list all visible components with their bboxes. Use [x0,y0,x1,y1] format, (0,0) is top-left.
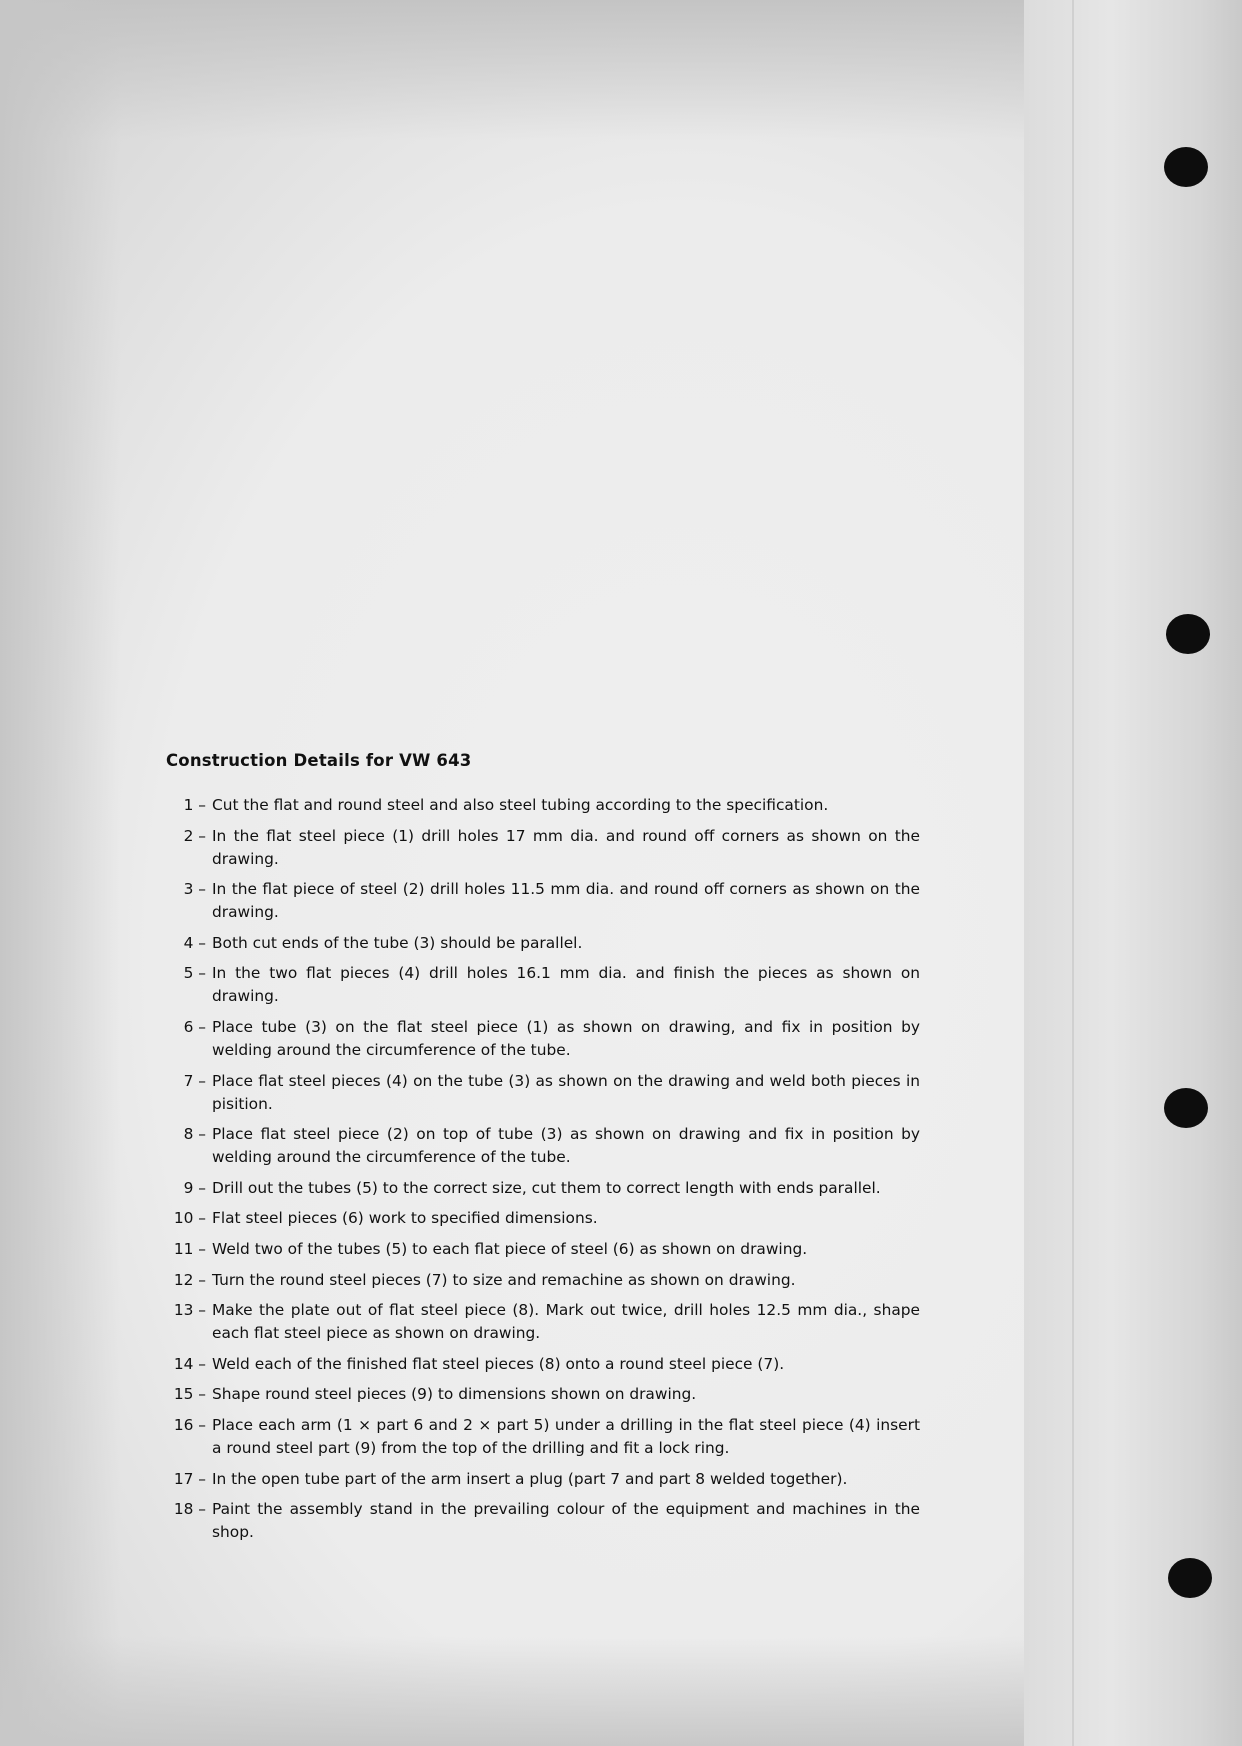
step-text: In the flat piece of steel (2) drill holes 11.5 mm dia. and round off corners as shown on the drawing. [212,880,920,922]
list-item [166,1383,920,1406]
step-number: 13 – [173,1301,206,1320]
list-item [166,1269,920,1292]
list-item [166,1353,920,1376]
binding-strip [1024,0,1242,1746]
list-item [166,878,920,924]
step-text: Place flat steel piece (2) on top of tube (3) as shown on drawing and fix in position by welding around the circumference of the tube. [212,1125,920,1167]
list-item [166,1498,920,1544]
list-item [166,1016,920,1062]
step-number: 15 – [173,1385,206,1404]
list-item [166,1070,920,1116]
step-number: 1 – [183,796,206,814]
step-number: 5 – [183,964,206,983]
steps-list [166,794,920,1544]
step-text: Drill out the tubes (5) to the correct size, cut them to correct length with ends parallel. [212,1178,881,1197]
step-number: 2 – [183,826,206,845]
scan-shadow-left [0,0,120,1746]
list-item [166,794,920,817]
step-text: Place tube (3) on the flat steel piece (1) as shown on drawing, and fix in position by welding around the circumference of the tube. [212,1017,920,1059]
step-text: Paint the assembly stand in the prevailing colour of the equipment and machines in the shop. [212,1500,920,1542]
binding-strip-edge [1072,0,1074,1746]
punch-hole [1164,147,1208,187]
step-number: 4 – [183,933,206,952]
list-item [166,962,920,1008]
step-number: 8 – [183,1125,206,1144]
punch-hole [1164,1088,1208,1128]
step-text: Cut the flat and round steel and also steel tubing according to the specification. [212,796,829,814]
list-item [166,1123,920,1169]
step-text: Turn the round steel pieces (7) to size and remachine as shown on drawing. [212,1270,796,1289]
step-number: 7 – [183,1071,206,1090]
step-text: Make the plate out of flat steel piece (8). Mark out twice, drill holes 12.5 mm dia., shape each flat steel piece as shown on drawing. [212,1301,920,1343]
punch-hole [1166,614,1210,654]
step-text: Flat steel pieces (6) work to specified dimensions. [212,1209,598,1228]
construction-details [166,750,920,1552]
step-number: 18 – [173,1500,206,1519]
list-item [166,1207,920,1230]
step-text: Weld each of the finished flat steel pieces (8) onto a round steel piece (7). [212,1354,785,1373]
step-text: Place flat steel pieces (4) on the tube (3) as shown on the drawing and weld both pieces in pisition. [212,1071,920,1113]
list-item [166,1238,920,1261]
step-text: In the open tube part of the arm insert a plug (part 7 and part 8 welded together). [212,1469,848,1488]
step-number: 3 – [183,880,206,899]
step-text: Both cut ends of the tube (3) should be parallel. [212,933,583,952]
step-text: Place each arm (1 × part 6 and 2 × part 5) under a drilling in the flat steel piece (4) insert a round steel part (9) from the top of the drilling and fit a lock ring. [212,1415,920,1457]
step-number: 9 – [183,1178,206,1197]
step-number: 10 – [173,1209,206,1228]
list-item [166,1299,920,1345]
list-item [166,1468,920,1491]
step-text: In the flat steel piece (1) drill holes 17 mm dia. and round off corners as shown on the drawing. [212,826,920,868]
list-item [166,1177,920,1200]
step-number: 12 – [173,1270,206,1289]
list-item [166,932,920,955]
document-title: Construction Details for VW 643 [166,751,472,770]
step-number: 16 – [173,1415,206,1434]
step-text: Weld two of the tubes (5) to each flat piece of steel (6) as shown on drawing. [212,1239,808,1258]
list-item [166,1414,920,1460]
step-text: In the two flat pieces (4) drill holes 16.1 mm dia. and finish the pieces as shown on drawing. [212,964,920,1006]
list-item [166,825,920,871]
step-number: 11 – [173,1239,206,1258]
step-number: 14 – [173,1354,206,1373]
step-text: Shape round steel pieces (9) to dimensions shown on drawing. [212,1385,697,1404]
step-number: 17 – [173,1469,206,1488]
punch-hole [1168,1558,1212,1598]
step-number: 6 – [183,1017,206,1036]
